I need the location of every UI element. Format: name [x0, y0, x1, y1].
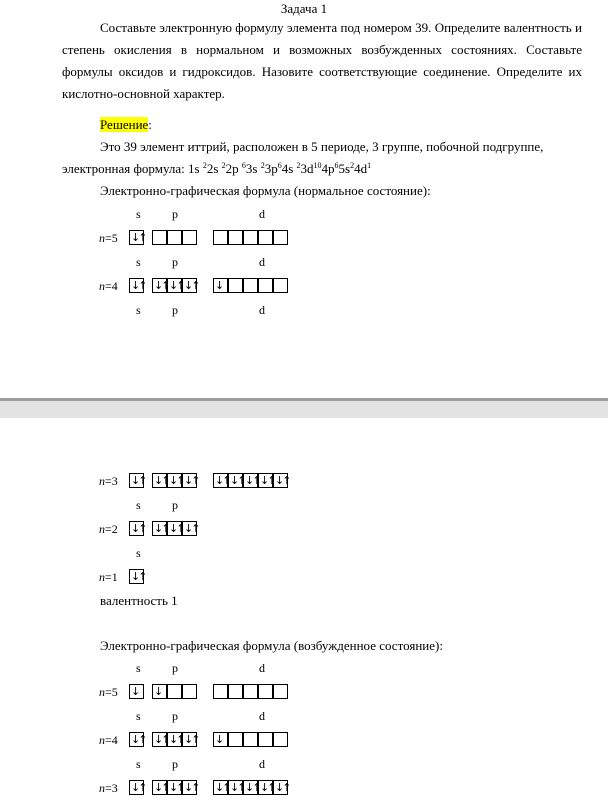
sublevel-label-s: s: [136, 757, 141, 771]
sublevel-label-s: s: [136, 207, 141, 221]
formula-term: 2s: [206, 161, 222, 176]
orbital-cell-p: ↓↑: [184, 279, 199, 292]
orbital-cell-p: ↓↑: [184, 781, 199, 794]
orbital-cell-d: [258, 684, 273, 699]
orbital-cell-p: ↓↑: [169, 474, 184, 487]
sublevel-label-s: s: [136, 546, 141, 560]
orbital-cell-d: ↓↑: [275, 781, 290, 794]
shell-label-ex-n5: n=5: [99, 685, 118, 699]
shell-label-n4: n=4: [99, 279, 118, 293]
sublevel-label-p: p: [172, 207, 178, 221]
orbital-cell-d: [228, 230, 243, 245]
sublevel-label-s: s: [136, 709, 141, 723]
sublevel-label-s: s: [136, 498, 141, 512]
formula-parts: [203, 161, 371, 176]
formula-superscript: 1: [367, 161, 372, 170]
sublevel-label-d: d: [259, 303, 265, 317]
orbital-cell-s: ↓↑: [131, 474, 146, 487]
orbital-cell-p: ↓↑: [154, 474, 169, 487]
orbital-cell-s: ↓↑: [131, 522, 146, 535]
orbital-cell-p: ↓↑: [154, 279, 169, 292]
page-2: [0, 418, 608, 808]
orbital-cell-d: [228, 278, 243, 293]
formula-superscript: 2: [260, 161, 265, 170]
orbital-cell-p: ↓↑: [184, 474, 199, 487]
sublevel-label-d: d: [259, 207, 265, 221]
formula-superscript: 6: [277, 161, 282, 170]
orbital-cell-s: ↓↑: [131, 570, 146, 583]
orbital-cell-d: [273, 684, 288, 699]
shell-label-n2: n=2: [99, 522, 118, 536]
orbital-cell-p: [152, 230, 167, 245]
orbital-cell-d: [258, 732, 273, 747]
orbital-cell-d: ↓: [213, 732, 228, 747]
orbital-cell-p: [167, 684, 182, 699]
orbital-cell-d: [273, 278, 288, 293]
orbital-cell-d: [243, 684, 258, 699]
orbital-cell-d: [273, 732, 288, 747]
sublevel-label-d: d: [259, 757, 265, 771]
orbital-cell-d: ↓↑: [260, 781, 275, 794]
sublevel-label-p: p: [172, 661, 178, 675]
formula-term: 4s: [281, 161, 297, 176]
page-1: [0, 0, 608, 398]
orbital-cell-d: ↓↑: [245, 781, 260, 794]
sublevel-label-d: d: [259, 255, 265, 269]
orbital-cell-s: ↓: [129, 684, 144, 699]
solution-heading: Решение:: [100, 117, 152, 132]
solution-label: Решение: [100, 117, 149, 132]
heading-excited: Электронно-графическая формула (возбужденное состояние):: [100, 638, 443, 653]
orbital-cell-d: [213, 230, 228, 245]
orbital-cell-d: ↓: [213, 278, 228, 293]
formula-term: 3d: [300, 161, 314, 176]
orbital-cell-d: [273, 230, 288, 245]
shell-label-ex-n4: n=4: [99, 733, 118, 747]
orbital-cell-p: ↓↑: [184, 733, 199, 746]
orbital-cell-d: [243, 278, 258, 293]
sublevel-label-p: p: [172, 757, 178, 771]
orbital-cell-p: ↓↑: [169, 522, 184, 535]
sublevel-label-d: d: [259, 661, 265, 675]
formula-superscript: 2: [296, 161, 301, 170]
sublevel-label-p: p: [172, 303, 178, 317]
orbital-cell-s: ↓↑: [131, 231, 146, 244]
formula-term: 4d: [354, 161, 368, 176]
valence-text: валентность 1: [100, 593, 178, 608]
orbital-cell-p: [182, 230, 197, 245]
formula-term: 3p: [264, 161, 278, 176]
sublevel-label-p: p: [172, 709, 178, 723]
orbital-cell-s: ↓↑: [131, 279, 146, 292]
formula-superscript: 6: [334, 161, 339, 170]
orbital-cell-p: ↓: [152, 684, 167, 699]
formula-superscript: 2: [221, 161, 226, 170]
sublevel-label-s: s: [136, 303, 141, 317]
orbital-cell-p: ↓↑: [154, 733, 169, 746]
orbital-cell-d: [213, 684, 228, 699]
shell-label-n1: n=1: [99, 570, 118, 584]
orbital-cell-d: [228, 732, 243, 747]
formula-term: 3s: [245, 161, 261, 176]
page-separator: [0, 398, 608, 418]
orbital-cell-p: [182, 684, 197, 699]
orbital-cell-d: ↓↑: [215, 781, 230, 794]
orbital-cell-s: ↓↑: [131, 781, 146, 794]
orbital-cell-p: [167, 230, 182, 245]
formula-superscript: 10: [313, 161, 322, 170]
orbital-cell-d: ↓↑: [260, 474, 275, 487]
formula-term: 5s: [338, 161, 351, 176]
intro-line-1: Это 39 элемент иттрий, расположен в 5 периоде, 3 группе, побочной подгруппе,: [100, 139, 544, 154]
orbital-cell-d: ↓↑: [215, 474, 230, 487]
task-title: Задача 1: [280, 1, 328, 16]
task-text: Составьте электронную формулу элемента под номером 39. Определите валентность и степень окисления в нормальном и возможных возбужденных состояниях. Составьте формулы оксидов и гидроксидов. Назовите соответствующие соединение. Определите их кислотно-основной характер.: [62, 20, 582, 101]
orbital-cell-d: ↓↑: [230, 474, 245, 487]
formula-term: 4p: [321, 161, 335, 176]
shell-label-n3: n=3: [99, 474, 118, 488]
orbital-cell-p: ↓↑: [169, 781, 184, 794]
orbital-cell-d: ↓↑: [230, 781, 245, 794]
heading-normal: Электронно-графическая формула (нормальное состояние):: [100, 183, 431, 198]
orbital-cell-d: [258, 230, 273, 245]
orbital-cell-d: [228, 684, 243, 699]
orbital-cell-d: ↓↑: [275, 474, 290, 487]
shell-label-n5: n=5: [99, 231, 118, 245]
shell-label-ex-n3: n=3: [99, 781, 118, 795]
orbital-cell-d: [258, 278, 273, 293]
sublevel-label-p: p: [172, 498, 178, 512]
sublevel-label-s: s: [136, 255, 141, 269]
orbital-cell-p: ↓↑: [154, 781, 169, 794]
orbital-cell-d: [243, 732, 258, 747]
orbital-cell-d: ↓↑: [245, 474, 260, 487]
orbital-cell-d: [243, 230, 258, 245]
orbital-cell-p: ↓↑: [169, 733, 184, 746]
orbital-cell-s: ↓↑: [131, 733, 146, 746]
sublevel-label-p: p: [172, 255, 178, 269]
sublevel-label-d: d: [259, 709, 265, 723]
orbital-cell-p: ↓↑: [184, 522, 199, 535]
formula-term: 2p: [225, 161, 242, 176]
sublevel-label-s: s: [136, 661, 141, 675]
formula-superscript: 2: [202, 161, 207, 170]
orbital-cell-p: ↓↑: [154, 522, 169, 535]
formula-superscript: 2: [350, 161, 355, 170]
formula-superscript: 6: [241, 161, 246, 170]
orbital-cell-p: ↓↑: [169, 279, 184, 292]
electron-formula: электронная формула: 1s $^2$2s $^2$2p $^6$3s $^23p^64s$ $^23d^{10}4p^65s^24d^1$: [62, 161, 372, 176]
